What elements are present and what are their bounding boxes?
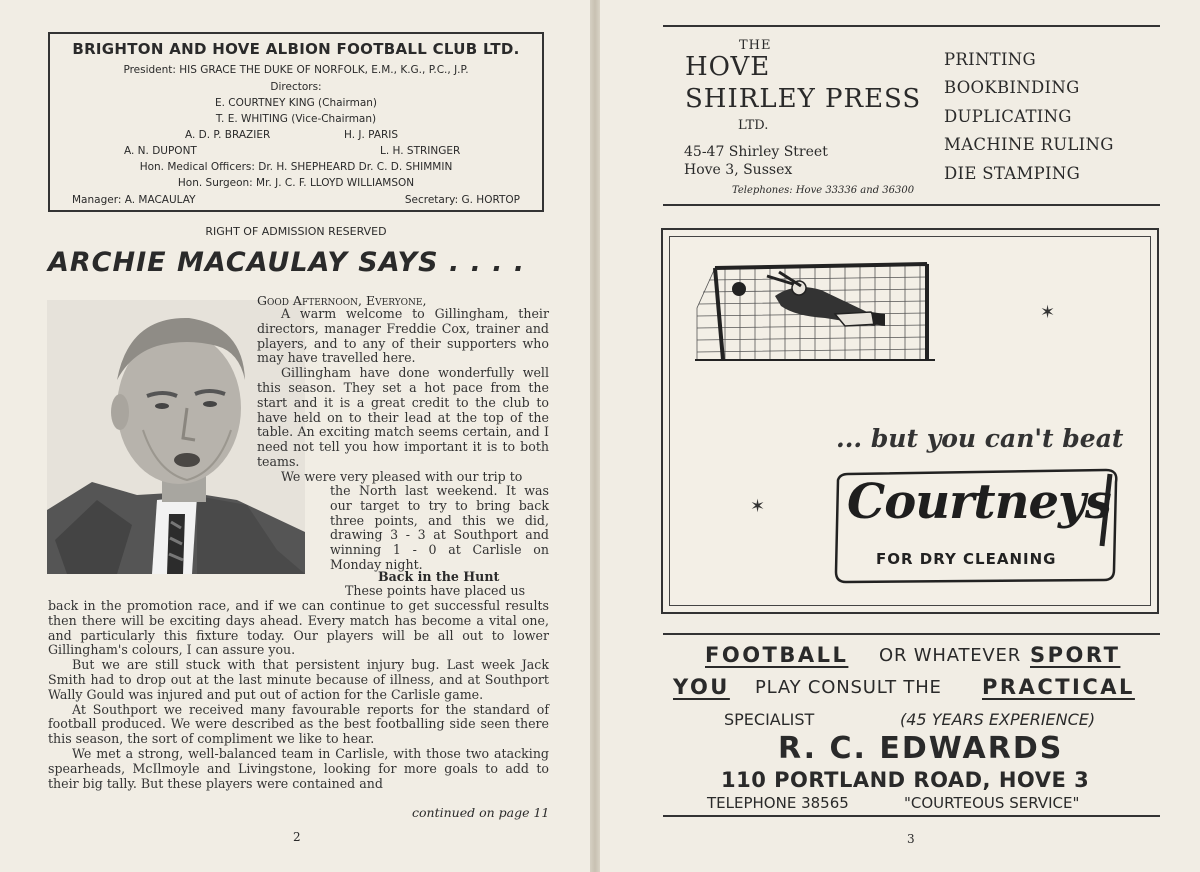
director-stringer: L. H. STRINGER: [380, 145, 461, 157]
star-icon: ✶: [750, 496, 766, 517]
edwards-address: 110 PORTLAND ROAD, HOVE 3: [721, 768, 1090, 792]
goalkeeper-illustration: [695, 260, 935, 370]
continued-note: continued on page 11: [412, 805, 550, 820]
courtneys-tagline: ... but you can't beat: [836, 424, 1124, 453]
left-page: [0, 0, 590, 872]
word-sport: SPORT: [1030, 643, 1121, 667]
club-title: BRIGHTON AND HOVE ALBION FOOTBALL CLUB LTD.: [72, 40, 520, 58]
manager: Manager: A. MACAULAY: [72, 194, 196, 206]
paragraph-injury: But we are still stuck with that persistent injury bug. Last week Jack Smith had to drop out at the last minute because of illness, and at Southport Wally Gould was injured and put out of action for the Carlisle game.: [48, 657, 549, 702]
edwards-name: R. C. EDWARDS: [778, 731, 1064, 766]
courtneys-dry-cleaning: FOR DRY CLEANING: [876, 550, 1057, 568]
press-shirley: SHIRLEY PRESS: [685, 84, 922, 114]
press-bottom-rule: [663, 204, 1160, 206]
paragraph-trip: the North last weekend. It was our target to try to bring back three points, and this we did, drawing 3 - 3 at Southport and winning 1 - 0 at Carlisle on Monday night.: [330, 483, 549, 572]
paragraph-southport: At Southport we received many favourable reports for the standard of football produced. We were described as the best footballing side seen there this season, the sort of compliment we like to hear.: [48, 701, 549, 747]
press-telephones: Telephones: Hove 33336 and 36300: [732, 185, 915, 196]
service-bookbinding: BOOKBINDING: [944, 78, 1080, 97]
directors-heading: Directors:: [270, 81, 322, 93]
edwards-bottom-rule: [663, 815, 1160, 817]
director-brazier: A. D. P. BRAZIER: [185, 129, 271, 141]
club-officials-box: [48, 32, 544, 212]
service-machine-ruling: MACHINE RULING: [944, 135, 1114, 154]
press-ltd: LTD.: [738, 118, 769, 133]
paragraph-trip-start: We were very pleased with our trip to: [281, 468, 523, 484]
right-page: [600, 0, 1200, 872]
hon-surgeon: Hon. Surgeon: Mr. J. C. F. LLOYD WILLIAMSON: [177, 177, 415, 189]
word-football: FOOTBALL: [705, 643, 849, 667]
edwards-slogan: "COURTEOUS SERVICE": [904, 794, 1080, 812]
press-top-rule: [663, 25, 1160, 27]
page-number-left: 2: [293, 830, 301, 844]
press-the: THE: [739, 38, 772, 53]
press-street: 45-47 Shirley Street: [684, 144, 828, 160]
word-play-consult-the: PLAY CONSULT THE: [755, 677, 942, 698]
press-hove: HOVE: [685, 52, 771, 82]
service-duplicating: DUPLICATING: [944, 107, 1072, 126]
edwards-specialist: SPECIALIST: [724, 710, 815, 729]
club-president: President: HIS GRACE THE DUKE OF NORFOLK, E.M., K.G., P.C., J.P.: [123, 64, 469, 76]
paragraph-points: back in the promotion race, and if we can continue to get successful results then there will be exciting days ahead. Every match has become a vital one, and particularly this fixture today. Our players will be all out to lower Gillingham's colours, I can assure you.: [48, 598, 549, 658]
secretary: Secretary: G. HORTOP: [404, 194, 520, 206]
paragraph-points-start: These points have placed us: [345, 583, 526, 598]
word-you: YOU: [673, 675, 730, 699]
service-die-stamping: DIE STAMPING: [944, 164, 1081, 183]
paragraph-welcome: A warm welcome to Gillingham, their directors, manager Freddie Cox, trainer and players, and to any of their supporters who may have travelled here.: [257, 306, 549, 366]
admission-notice: RIGHT OF ADMISSION RESERVED: [205, 225, 387, 238]
full-width-column: [48, 599, 549, 791]
paragraph-gillingham: Gillingham have done wonderfully well this season. They set a hot pace from the start and it is a great credit to the club to have held on to their lead at the top of the table. An exciting match seems certain, and I need not tell you how important it is to both teams.: [257, 365, 549, 469]
paragraph-carlisle: We met a strong, well-balanced team in Carlisle, with those two atacking spearheads, McIlmoyle and Livingstone, looking for more goals to add to their big tally. But these players were contained and: [48, 745, 549, 791]
narrow-column: [330, 484, 549, 573]
director-paris: H. J. PARIS: [344, 129, 399, 141]
edwards-experience: (45 YEARS EXPERIENCE): [900, 710, 1096, 729]
chairman: E. COURTNEY KING (Chairman): [214, 97, 378, 109]
word-practical: PRACTICAL: [982, 675, 1135, 699]
subheading-back-in-the-hunt: Back in the Hunt: [378, 569, 500, 584]
word-or-whatever: OR WHATEVER: [879, 645, 1022, 666]
press-town: Hove 3, Sussex: [684, 162, 793, 178]
greeting: Good Afternoon, Everyone,: [257, 293, 427, 308]
book-gutter: [590, 0, 600, 872]
service-printing: PRINTING: [944, 50, 1037, 69]
article-headline: ARCHIE MACAULAY SAYS . . . .: [48, 247, 526, 278]
edwards-top-rule: [663, 633, 1160, 635]
medical-officers: Hon. Medical Officers: Dr. H. SHEPHEARD Dr. C. D. SHIMMIN: [139, 161, 453, 173]
vice-chairman: T. E. WHITING (Vice-Chairman): [215, 113, 377, 125]
director-dupont: A. N. DUPONT: [124, 145, 197, 157]
page-number-right: 3: [907, 832, 915, 846]
edwards-telephone: TELEPHONE 38565: [707, 794, 849, 812]
star-icon: ✶: [1040, 302, 1056, 323]
courtneys-brand: Courtneys: [847, 474, 1111, 530]
intro-column: [257, 307, 549, 485]
